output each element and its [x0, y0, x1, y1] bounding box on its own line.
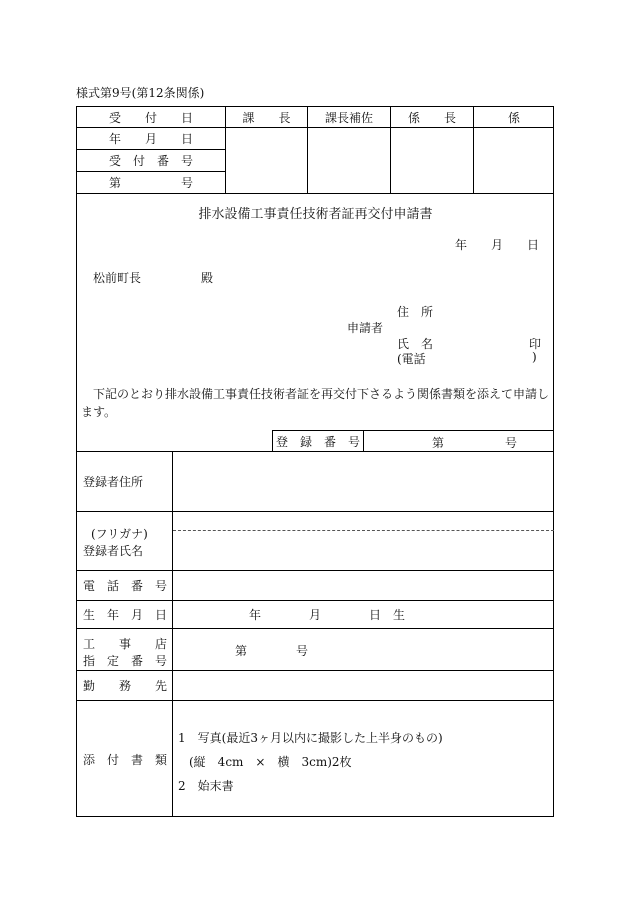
furigana-field[interactable] [173, 512, 554, 530]
form-number-label: 様式第9号(第12条関係) [76, 86, 205, 100]
body-text-line2: ます。 [81, 405, 117, 419]
birth-date-label: 生 年 月 日 [83, 608, 168, 622]
registrant-address-field[interactable] [173, 452, 554, 511]
body-text-line1: 下記のとおり排水設備工事責任技術者証を再交付下さるよう関係書類を添えて申請し [93, 387, 550, 401]
applicant-address-label: 住 所 [397, 305, 434, 319]
registration-number-label: 登 録 番 号 [275, 434, 360, 449]
workplace-label: 勤 務 先 [83, 679, 168, 693]
attachments-label: 添 付 書 類 [83, 752, 168, 767]
attachment-item-photo: 1 写真(最近3ヶ月以内に撮影した上半身のもの) [178, 731, 443, 745]
approval-header-deputy-chief: 課長補佐 [324, 110, 373, 125]
registrant-name-label: 登録者氏名 [83, 544, 144, 558]
registration-number-prefix: 第 [432, 436, 445, 450]
approval-header-unit-chief: 係 長 [407, 110, 456, 125]
phone-number-label: 電 話 番 号 [83, 579, 168, 593]
registration-number-suffix: 号 [505, 436, 518, 450]
attachment-item-statement: 2 始末書 [178, 779, 234, 793]
document-title: 排水設備工事責任技術者証再交付申請書 [198, 206, 433, 222]
registrant-name-field[interactable] [173, 531, 554, 570]
approval-header-section-chief: 課 長 [242, 110, 291, 125]
application-form [76, 106, 554, 817]
applicant-name-label: 氏 名 [397, 337, 434, 351]
reception-date-header: 受 付 日 [108, 110, 193, 125]
registrant-address-label: 登録者住所 [83, 475, 144, 489]
attachment-photo-size: (縦 4cm × 横 3cm)2枚 [189, 755, 352, 769]
shop-number-prefix: 第 [235, 644, 248, 658]
application-date[interactable]: 年 月 日 [455, 238, 540, 252]
construction-shop-label: 工 事 店 [83, 637, 168, 651]
applicant-phone-close: ) [532, 350, 537, 364]
reception-number-field[interactable]: 第 号 [108, 176, 193, 190]
applicant-phone-open: (電話 [397, 352, 426, 366]
addressee: 松前町長 殿 [93, 271, 214, 285]
reception-date-field[interactable]: 年 月 日 [108, 132, 193, 146]
reception-number-label: 受 付 番 号 [108, 154, 193, 168]
applicant-label: 申請者 [347, 321, 384, 335]
phone-number-field[interactable] [173, 571, 554, 600]
approval-header-staff: 係 [507, 110, 520, 125]
workplace-field[interactable] [173, 671, 554, 700]
birth-date-field[interactable]: 年 月 日 生 [249, 608, 406, 622]
seal-mark: 印 [529, 337, 542, 351]
shop-number-suffix: 号 [296, 644, 309, 658]
furigana-label: (フリガナ) [91, 527, 148, 541]
designation-number-label: 指 定 番 号 [83, 654, 168, 668]
